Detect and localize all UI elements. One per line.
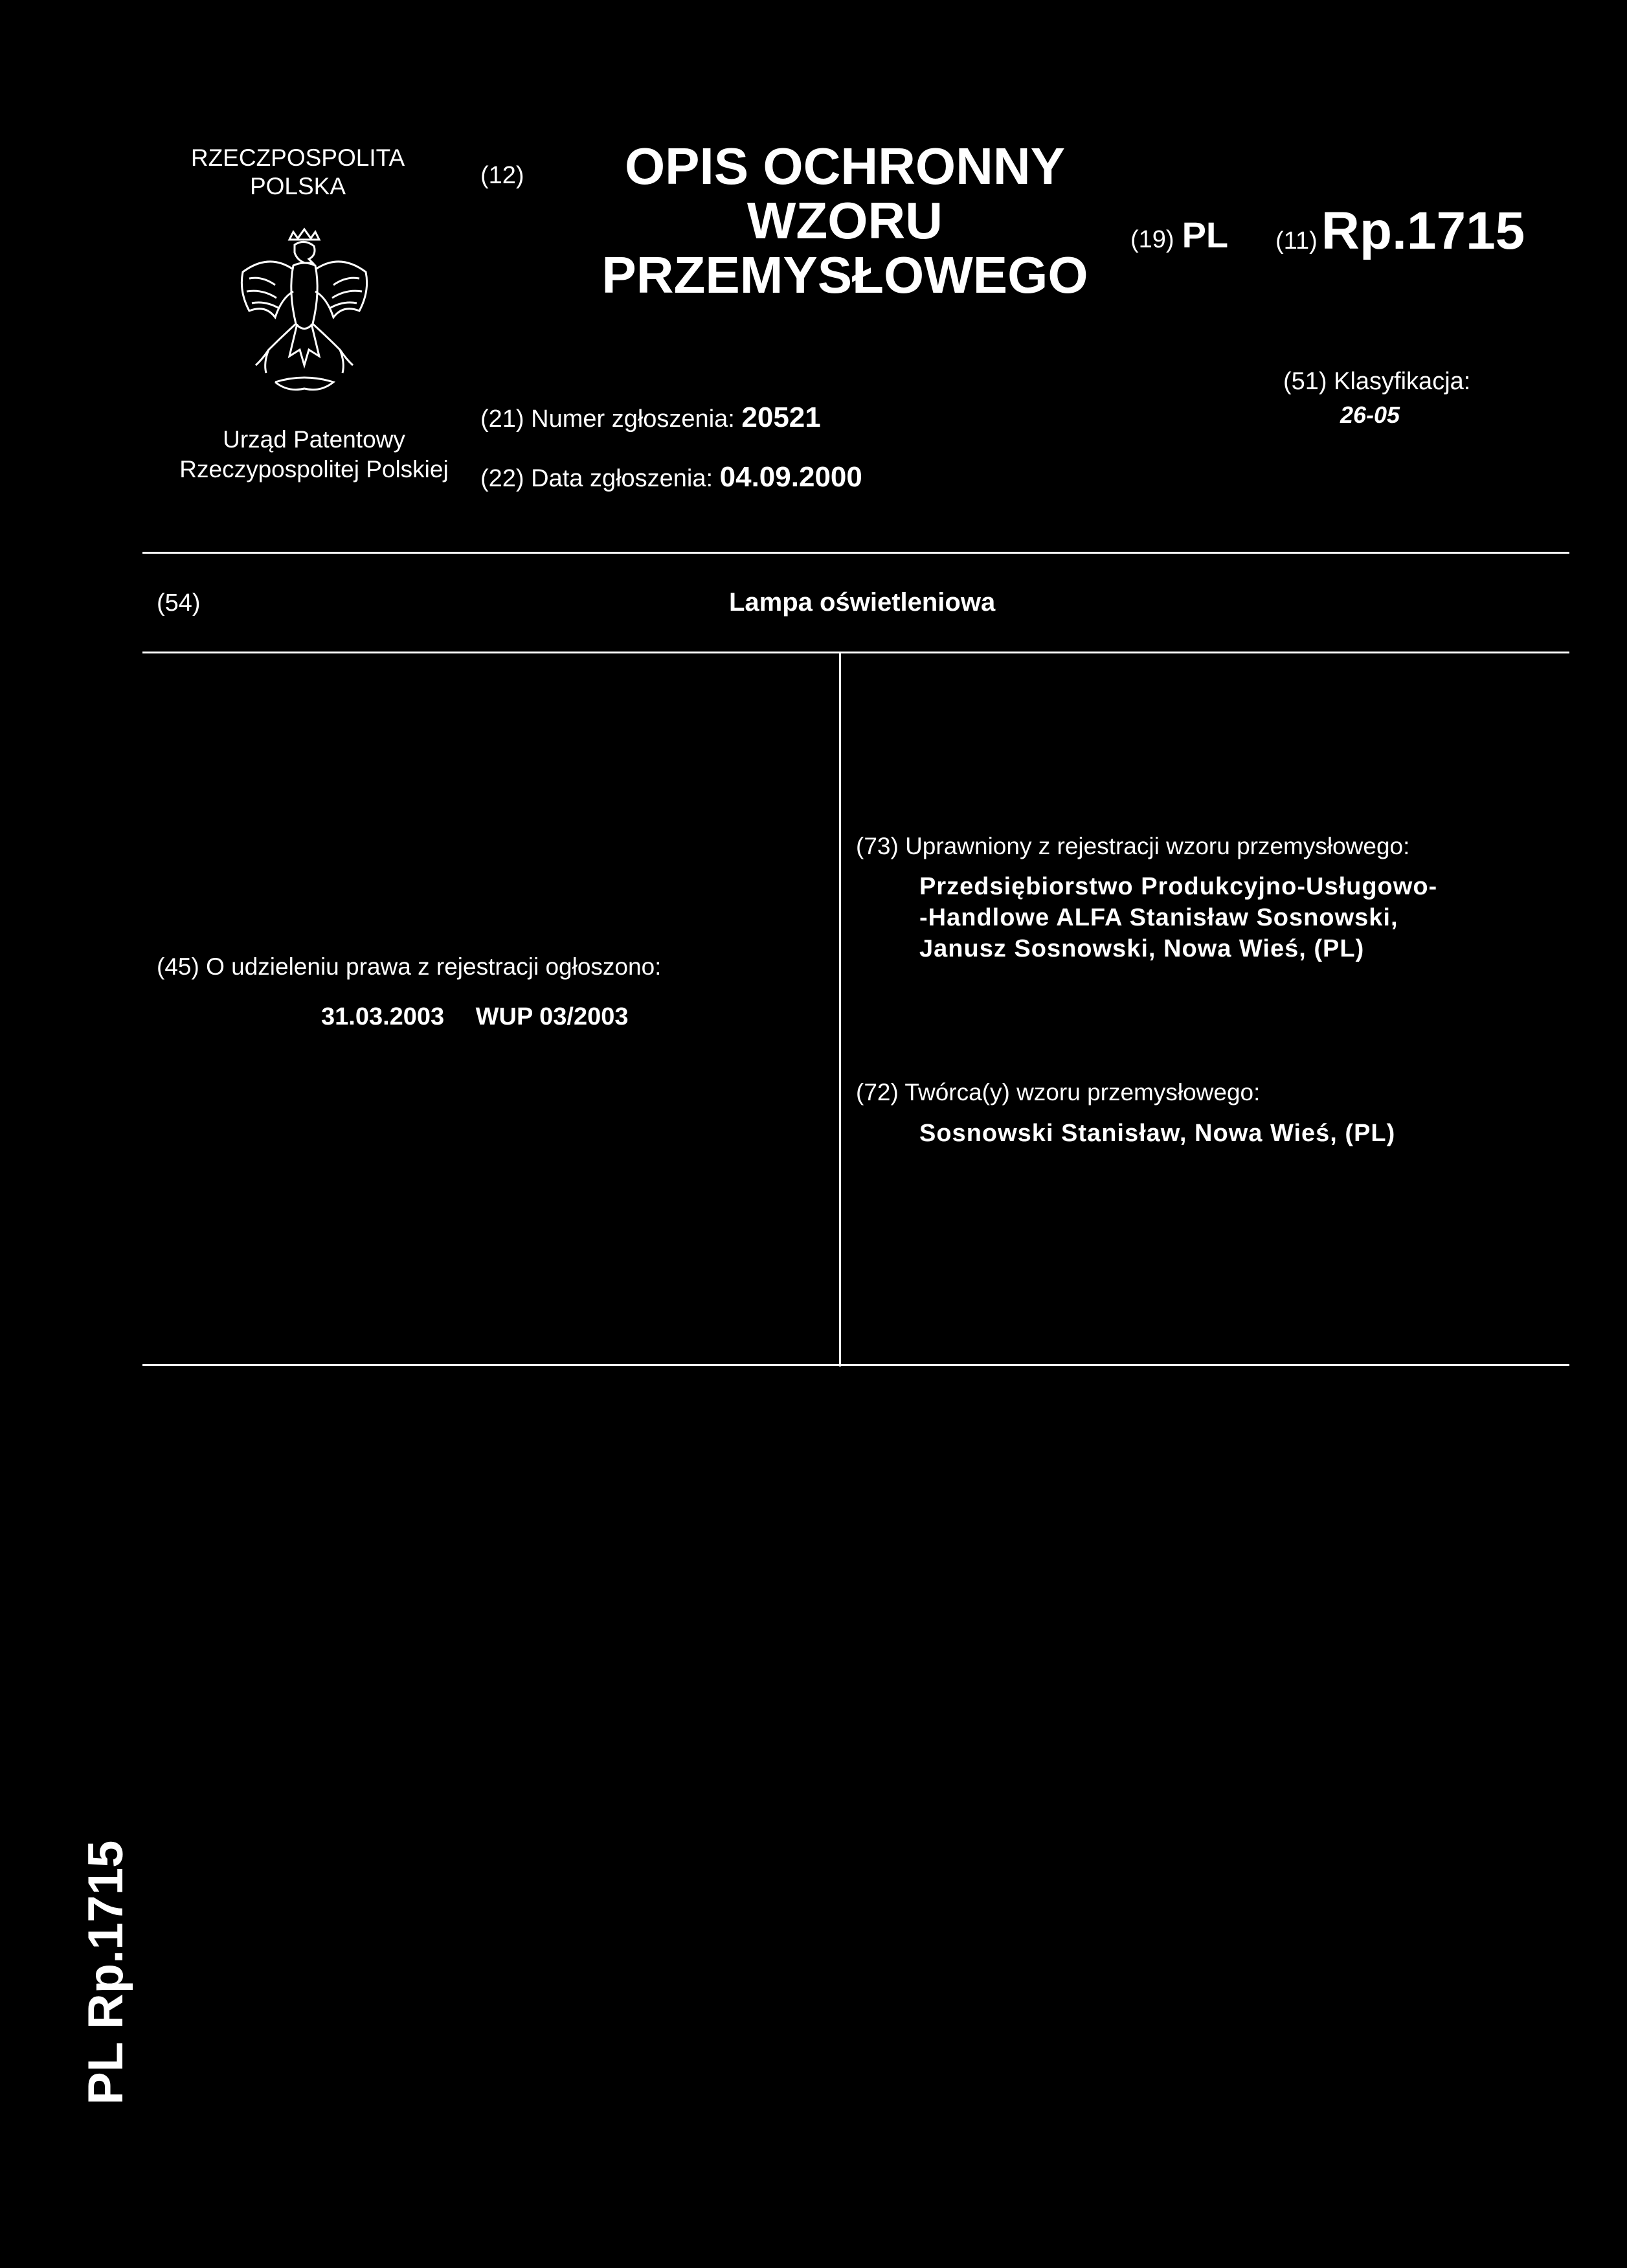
application-number: 20521 [741, 402, 821, 433]
registration-number: Rp.1715 [1321, 201, 1525, 260]
application-date-row [480, 461, 862, 493]
application-date-label: (22) Data zgłoszenia: [480, 465, 713, 492]
holder-line2: -Handlowe ALFA Stanisław Sosnowski, [919, 904, 1398, 931]
holder-line3: Janusz Sosnowski, Nowa Wieś, (PL) [919, 935, 1365, 962]
grant-bulletin: WUP 03/2003 [475, 1003, 629, 1030]
application-number-label: (21) Numer zgłoszenia: [480, 405, 735, 433]
title-divider [142, 652, 1569, 653]
title-code: (54) [157, 589, 201, 617]
classification-label: (51) Klasyfikacja: [1283, 368, 1471, 395]
country-name [155, 144, 440, 201]
country-code-label: (19) [1130, 226, 1174, 253]
patent-office-name [155, 425, 473, 484]
grant-label: (45) O udzieleniu prawa z rejestracji ogłoszono: [157, 953, 662, 980]
document-title-line2: WZORU [746, 192, 943, 249]
classification-value: 26-05 [1340, 402, 1400, 428]
registration-number-row [1275, 201, 1525, 262]
doc-type-code: (12) [480, 162, 524, 189]
registration-number-label: (11) [1275, 227, 1318, 255]
holder-line1: Przedsiębiorstwo Produkcyjno-Usługowo- [919, 873, 1438, 900]
office-name-line2: Rzeczypospolitej Polskiej [179, 456, 449, 482]
creator-label: (72) Twórca(y) wzoru przemysłowego: [856, 1079, 1261, 1106]
header-divider [142, 552, 1569, 554]
grant-info-row [321, 1001, 629, 1032]
holder-label: (73) Uprawniony z rejestracji wzoru przemysłowego: [856, 833, 1410, 859]
country-code: PL [1182, 214, 1229, 255]
design-title: Lampa oświetleniowa [729, 588, 996, 617]
holder-value [919, 871, 1437, 964]
office-name-line1: Urząd Patentowy [223, 426, 405, 453]
country-name-line1: RZECZPOSPOLITA [190, 144, 405, 171]
grant-date: 31.03.2003 [321, 1003, 445, 1030]
application-date: 04.09.2000 [719, 461, 862, 493]
document-title-line1: OPIS OCHRONNY [624, 137, 1066, 195]
country-code-row [1130, 214, 1228, 256]
country-name-line2: POLSKA [249, 173, 346, 199]
document-title-line3: PRZEMYSŁOWEGO [601, 246, 1088, 304]
application-number-row [480, 402, 821, 434]
creator-value: Sosnowski Stanisław, Nowa Wieś, (PL) [919, 1120, 1396, 1147]
side-registration-label: PL Rp.1715 [78, 1840, 133, 2105]
document-title [570, 139, 1120, 302]
white-eagle-emblem-icon [230, 227, 379, 398]
column-divider [839, 652, 841, 1366]
bottom-divider [142, 1364, 1569, 1366]
